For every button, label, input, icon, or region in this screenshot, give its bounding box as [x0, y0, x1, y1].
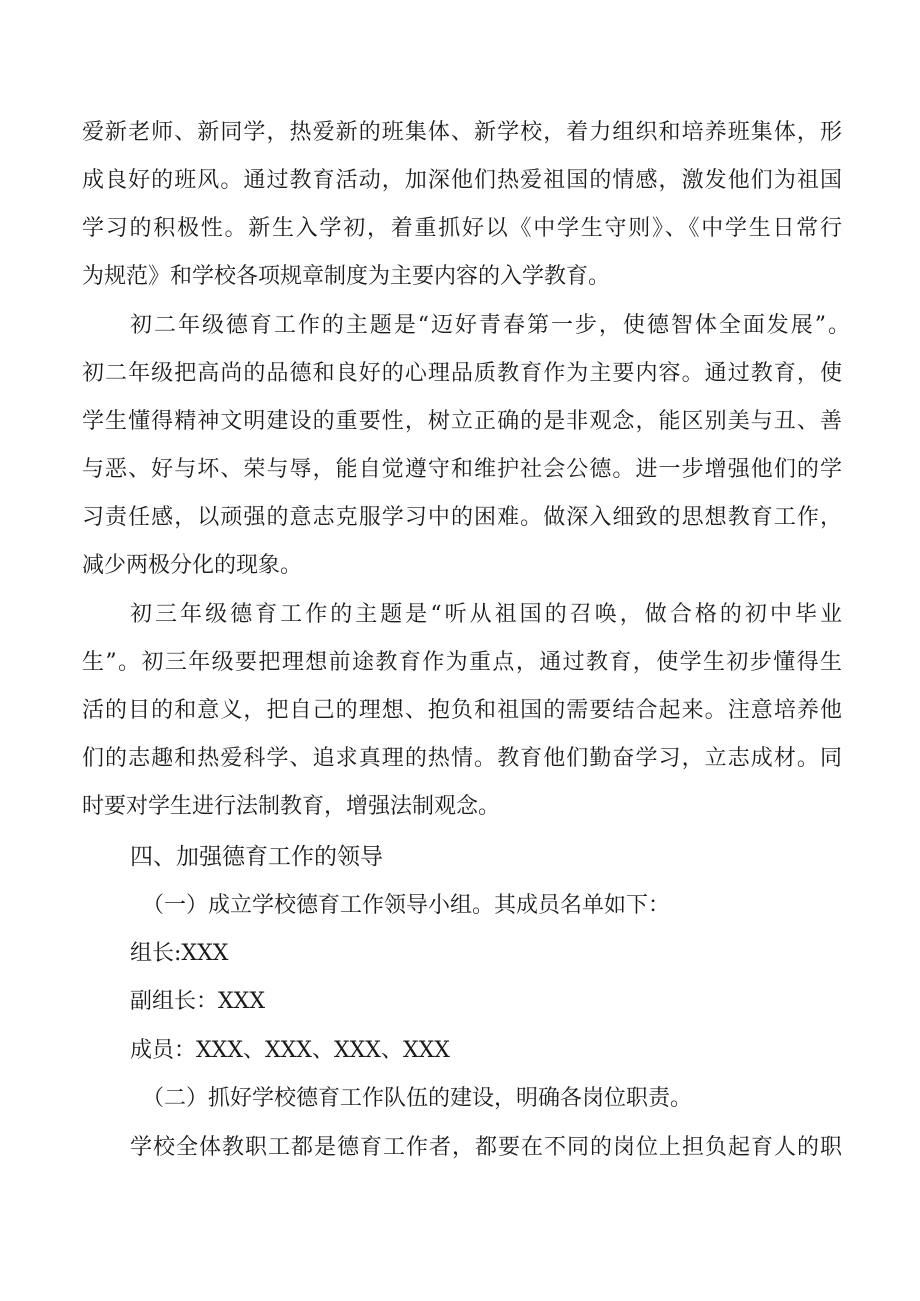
subsection-1-title: （一）成立学校德育工作领导小组。其成员名单如下： [142, 893, 671, 918]
paragraph-1-line-2: 成良好的班风。通过教育活动，加深他们热爱祖国的情感，激发他们为祖国 [82, 168, 842, 193]
paragraph-2-line-6: 减少两极分化的现象。 [82, 553, 303, 578]
group-leader: 组长:XXX [130, 941, 229, 966]
subsection-2-title: （二）抓好学校德育工作队伍的建设，明确各岗位职责。 [142, 1086, 693, 1111]
paragraph-2-line-4: 与恶、好与坏、荣与辱，能自觉遵守和维护社会公德。进一步增强他们的学 [82, 457, 842, 482]
final-paragraph-line-1: 学校全体教职工都是德育工作者，都要在不同的岗位上担负起育人的职 [130, 1135, 842, 1160]
paragraph-1-line-3: 学习的积极性。新生入学初，着重抓好以《中学生守则》、《中学生日常行 [82, 216, 842, 241]
deputy-leader: 副组长：XXX [130, 989, 265, 1014]
paragraph-2-line-2: 初二年级把高尚的品德和良好的心理品质教育作为主要内容。通过教育，使 [82, 361, 842, 386]
paragraph-1-line-1: 爱新老师、新同学，热爱新的班集体、新学校，着力组织和培养班集体，形 [82, 120, 842, 145]
paragraph-1-line-4: 为规范》和学校各项规章制度为主要内容的入学教育。 [82, 264, 611, 289]
paragraph-2-line-5: 习责任感，以顽强的意志克服学习中的困难。做深入细致的思想教育工作， [82, 505, 842, 530]
paragraph-3-line-5: 时要对学生进行法制教育，增强法制观念。 [82, 794, 501, 819]
paragraph-3-line-2: 生”。初三年级要把理想前途教育作为重点，通过教育，使学生初步懂得生 [82, 650, 842, 675]
paragraph-3-line-3: 活的目的和意义，把自己的理想、抱负和祖国的需要结合起来。注意培养他 [82, 698, 842, 723]
section-heading: 四、加强德育工作的领导 [130, 844, 383, 870]
paragraph-3-line-4: 们的志趣和热爱科学、追求真理的热情。教育他们勤奋学习，立志成材。同 [82, 746, 842, 771]
group-members: 成员：XXX、XXX、XXX、XXX [130, 1038, 450, 1063]
paragraph-3-line-1: 初三年级德育工作的主题是“听从祖国的召唤，做合格的初中毕业 [130, 602, 842, 627]
paragraph-2-line-3: 学生懂得精神文明建设的重要性，树立正确的是非观念，能区别美与丑、善 [82, 409, 842, 434]
paragraph-2-line-1: 初二年级德育工作的主题是“迈好青春第一步，使德智体全面发展”。 [130, 313, 850, 338]
